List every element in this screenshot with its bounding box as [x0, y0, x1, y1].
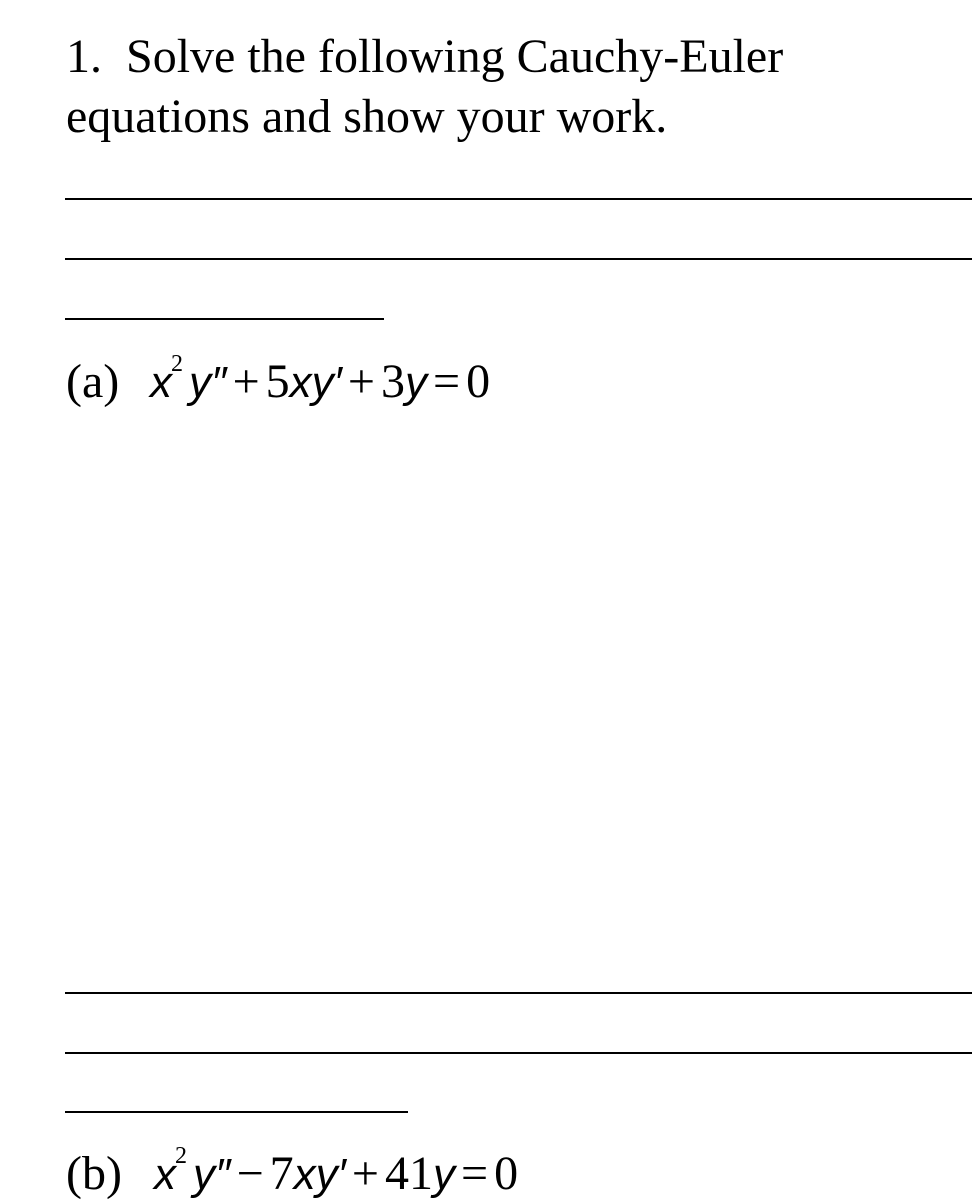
eq-equals: =	[460, 1147, 489, 1200]
answer-line-short[interactable]	[65, 318, 384, 320]
answer-line[interactable]	[65, 258, 972, 260]
eq-exponent: 2	[175, 1143, 187, 1169]
eq-var-y: y	[432, 1150, 455, 1199]
eq-operator: −	[236, 1147, 264, 1200]
eq-exponent: 2	[171, 351, 183, 377]
eq-y-double-prime: y″	[189, 358, 227, 407]
eq-coefficient: 5	[265, 355, 290, 408]
eq-operator: +	[347, 355, 375, 408]
eq-coefficient: 3	[380, 355, 405, 408]
eq-operator: +	[232, 355, 260, 408]
problem-instruction	[66, 27, 946, 147]
part-b-label: (b)	[66, 1147, 122, 1200]
part-a-label: (a)	[66, 355, 120, 408]
eq-y-double-prime: y″	[193, 1150, 231, 1199]
eq-var-y: y	[404, 358, 427, 407]
instruction-text-1: Solve the following Cauchy-Euler	[126, 30, 784, 83]
answer-line[interactable]	[65, 1052, 972, 1054]
instruction-text-2: equations and show your work.	[66, 90, 668, 143]
eq-equals: =	[432, 355, 461, 408]
eq-xy-prime: xy′	[293, 1150, 346, 1199]
answer-line[interactable]	[65, 992, 972, 994]
eq-operator: +	[351, 1147, 379, 1200]
eq-rhs: 0	[466, 355, 491, 408]
problem-number: 1.	[66, 30, 102, 83]
instruction-line-1	[66, 27, 946, 87]
part-a-work-area[interactable]	[66, 400, 946, 960]
eq-coefficient: 41	[384, 1147, 433, 1200]
answer-line-short[interactable]	[65, 1111, 408, 1113]
eq-coefficient: 7	[269, 1147, 294, 1200]
eq-rhs: 0	[494, 1147, 519, 1200]
eq-xy-prime: xy′	[289, 358, 342, 407]
eq-var-x: x	[150, 358, 172, 407]
answer-line[interactable]	[65, 198, 972, 200]
eq-var-x: x	[154, 1150, 176, 1199]
